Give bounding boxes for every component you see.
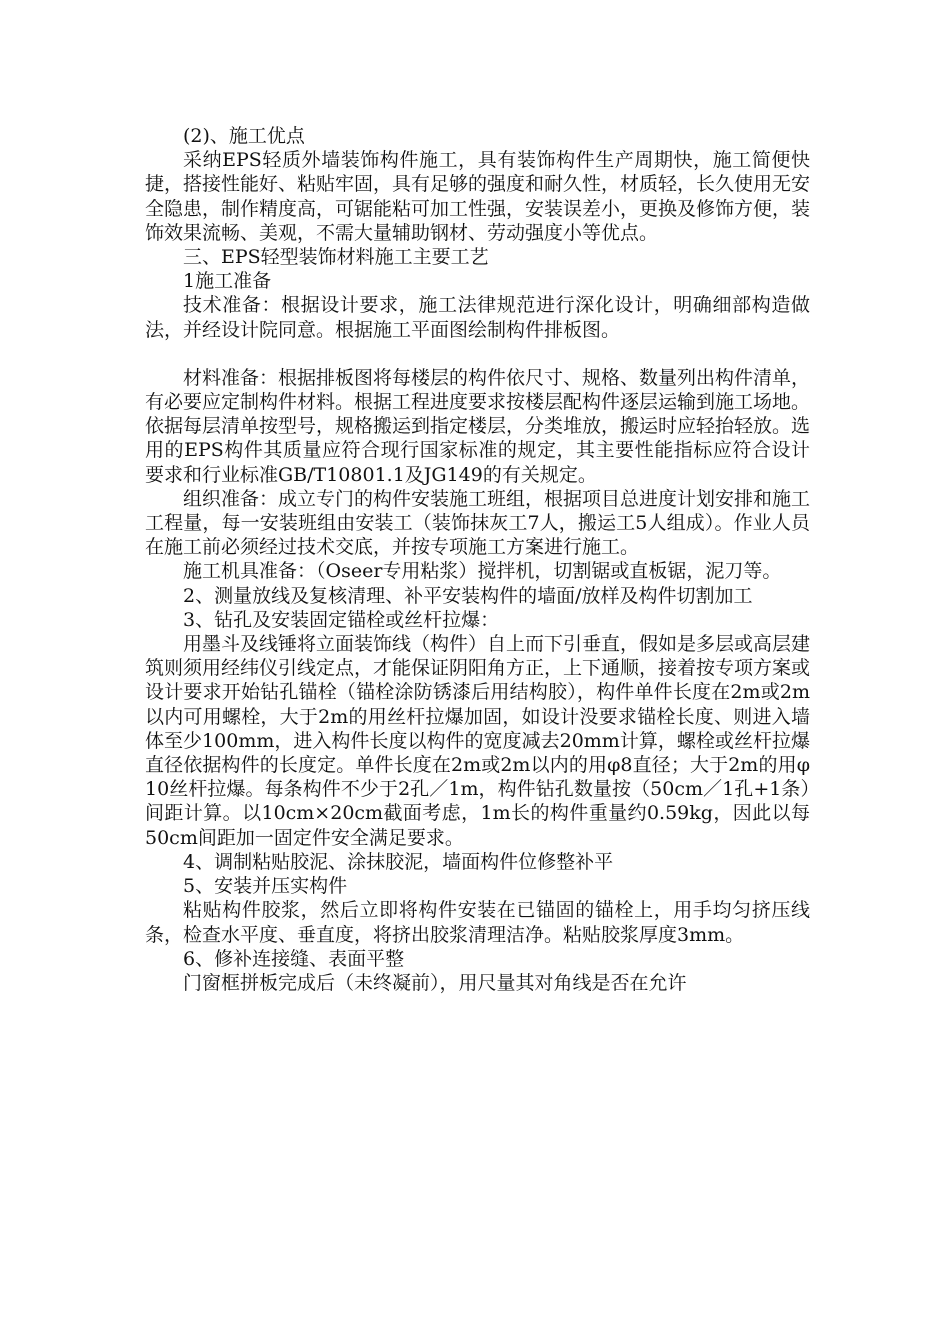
heading-construction-advantages: (2)、施工优点 [183, 125, 305, 147]
paragraph-technical-preparation: 技术准备：根据设计要求，施工法律规范进行深化设计，明确细部构造做法，并经设计院同意。根据施工平面图绘制构件排板图。 [145, 294, 810, 341]
section-heading-main-process: 三、EPS轻型装饰材料施工主要工艺 [183, 246, 489, 269]
paragraph-advantages: 采纳EPS轻质外墙装饰构件施工，具有装饰构件生产周期快，施工简便快捷，搭接性能好、粘贴牢固，具有足够的强度和耐久性，材质轻，长久使用无安全隐患，制作精度高，可锯能粘可加工性强，安装误差小，更换及修饰方便，装饰效果流畅、美观，不需大量辅助钢材、劳动强度小等优点。 [145, 149, 811, 244]
heading-construction-preparation: 1施工准备 [183, 270, 272, 293]
paragraph-door-window-frame: 门窗框拼板完成后（未终凝前），用尺量其对角线是否在允许 [183, 971, 687, 994]
paragraph-material-preparation: 材料准备：根据排板图将每楼层的构件依尺寸、规格、数量列出构件清单，有必要应定制构件材料。根据工程进度要求按楼层配构件逐层运输到施工场地。依据每层清单按型号，规格搬运到指定楼层，分类堆放，搬运时应轻抬轻放。选用的EPS构件其质量应符合现行国家标准的规定，其主要性能指标应符合设计要求和行业标准GB/T10801.1及JG149的有关规定。 [145, 366, 811, 486]
step-3-heading: 3、钻孔及安装固定锚栓或丝杆拉爆： [183, 608, 500, 631]
step-6-heading: 6、修补连接缝、表面平整 [183, 947, 405, 970]
step-4-heading: 4、调制粘贴胶泥、涂抹胶泥，墙面构件位修整补平 [183, 850, 614, 873]
paragraph-install-press: 粘贴构件胶浆，然后立即将构件安装在已锚固的锚栓上，用手均匀挤压线条，检查水平度、垂直度，将挤出胶浆清理洁净。粘贴胶浆厚度3mm。 [145, 899, 810, 946]
paragraph-drilling-anchoring: 用墨斗及线锤将立面装饰线（构件）自上而下引垂直，假如是多层或高层建筑则须用经纬仪引线定点，才能保证阴阳角方正，上下通顺，接着按专项方案或设计要求开始钻孔锚栓（锚栓涂防锈漆后用结构胶），构件单件长度在2m或2m以内可用螺栓，大于2m的用丝杆拉爆加固，如设计没要求锚栓长度、则进入墙体至少100mm，进入构件长度以构件的宽度减去20mm计算，螺栓或丝杆拉爆直径依据构件的长度定。单件长度在2m或2m以内的用φ8直径；大于2m的用φ10丝杆拉爆。每条构件不少于2孔／1m，构件钻孔数量按（50cm／1孔+1条）间距计算。以10cm×20cm截面考虑，1m长的构件重量约0.59kg，因此以每50cm间距加一固定件安全满足要求。 [145, 633, 811, 849]
step-2-heading: 2、测量放线及复核清理、补平安装构件的墙面/放样及构件切割加工 [183, 584, 753, 607]
paragraph-tools-preparation: 施工机具准备：（Oseer专用粘浆）搅拌机，切割锯或直板锯，泥刀等。 [183, 560, 782, 583]
document-body [145, 124, 810, 995]
step-5-heading: 5、安装并压实构件 [183, 875, 348, 898]
paragraph-organization-preparation: 组织准备：成立专门的构件安装施工班组，根据项目总进度计划安排和施工工程量，每一安装班组由安装工（装饰抹灰工7人，搬运工5人组成）。作业人员在施工前必须经过技术交底，并按专项施工方案进行施工。 [145, 487, 811, 559]
